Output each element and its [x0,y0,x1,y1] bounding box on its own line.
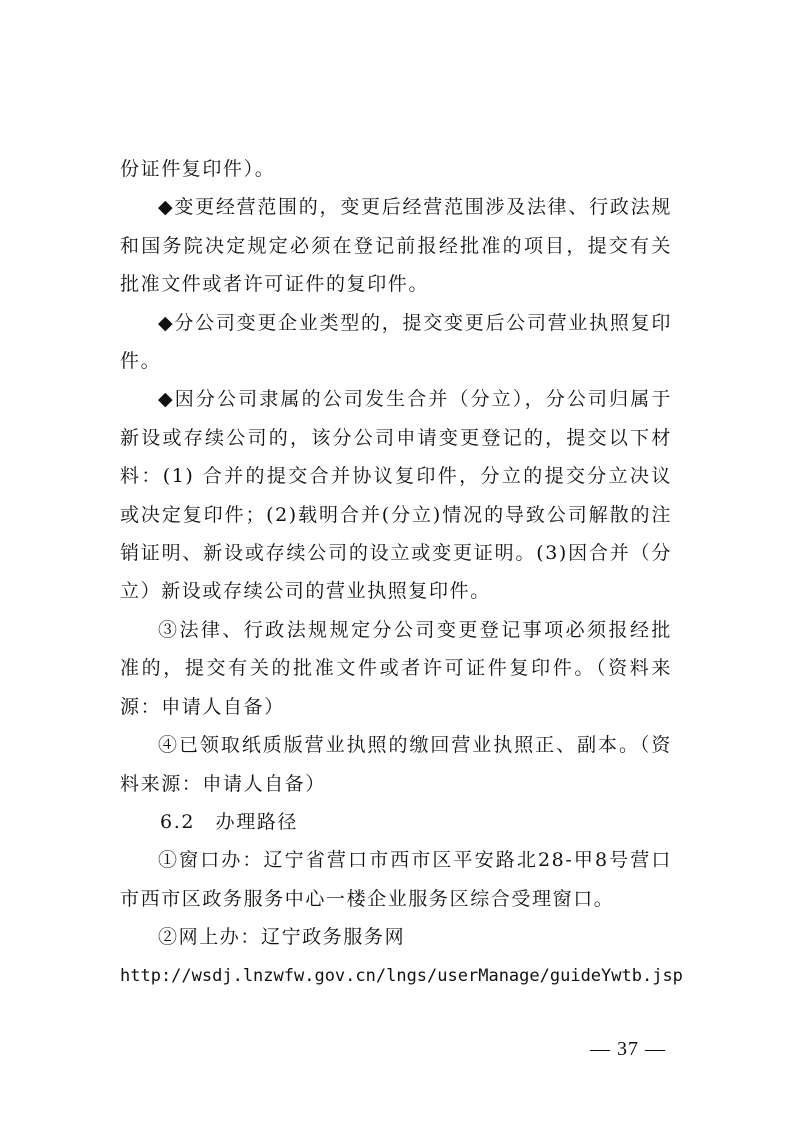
paragraph-enterprise-type: ◆分公司变更企业类型的，提交变更后公司营业执照复印件。 [120,311,672,373]
paragraph-continuation: 份证件复印件）。 [120,158,276,180]
paragraph-merger-division: ◆因分公司隶属的公司发生合并（分立），分公司归属于新设或存续公司的，该分公司申请变更登记的，提交以下材料：(1) 合并的提交合并协议复印件，分立的提交分立决议或决定复印件；(2)载明合并(分立)情况的导致公司解散的注销证明、新设或存续公司的设立或变更证明。(3)因合并（分立）新设或存续公司的营业执照复印件。 [120,388,672,603]
section-heading: 6.2 办理路径 [160,810,299,833]
paragraph-return-license: ④已领取纸质版营业执照的缴回营业执照正、副本。（资料来源：申请人自备） [120,734,672,795]
paragraph-business-scope: ◆变更经营范围的，变更后经营范围涉及法律、行政法规和国务院决定规定必须在登记前报经批准的项目，提交有关批准文件或者许可证件的复印件。 [120,196,672,296]
paragraph-online-service: ②网上办：辽宁政务服务网 [158,926,406,949]
body-text [120,150,683,995]
paragraph-approval-documents: ③法律、行政法规规定分公司变更登记事项必须报经批准的，提交有关的批准文件或者许可证件复印件。（资料来源：申请人自备） [120,618,672,718]
page-number: — 37 — [590,1038,666,1060]
online-service-url[interactable]: http://wsdj.lnzwfw.gov.cn/lngs/userManage/guideYwtb.jsp [120,965,683,986]
paragraph-window-service: ①窗口办：辽宁省营口市西市区平安路北28-甲8号营口市西市区政务服务中心一楼企业服务区综合受理窗口。 [120,849,672,910]
